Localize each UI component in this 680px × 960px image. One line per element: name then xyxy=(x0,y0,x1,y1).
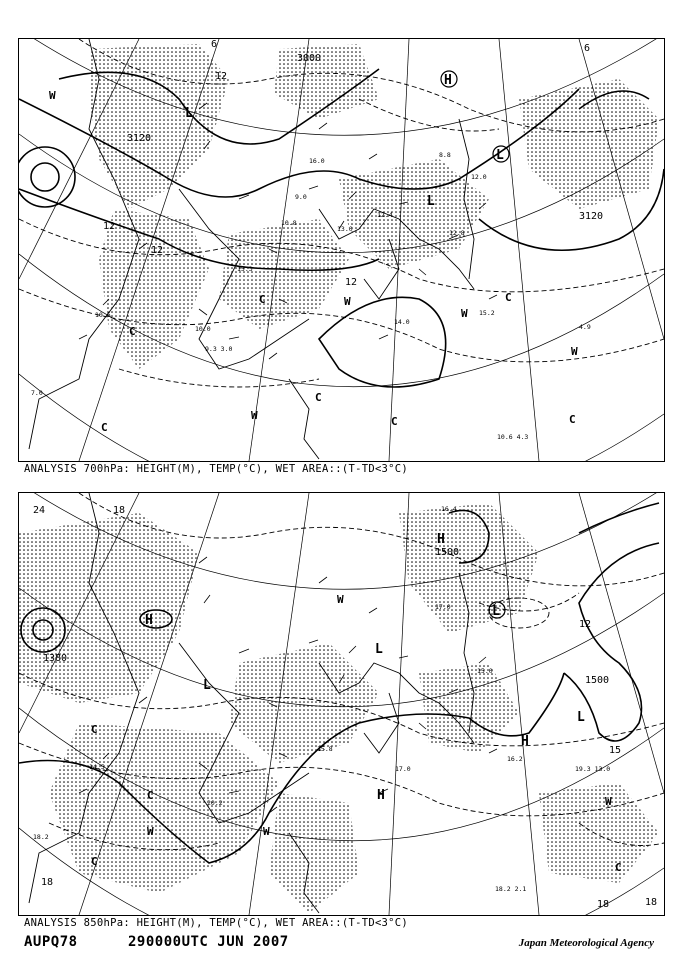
station-value: 15.0 xyxy=(477,667,493,675)
contour-label: 12 xyxy=(151,245,164,256)
station-value: 18.2 xyxy=(33,833,49,841)
contour-label: 18 xyxy=(645,897,658,908)
contour-label: 12 xyxy=(103,221,116,232)
station-value: 15.3 xyxy=(237,265,253,273)
station-value: 18.2 2.1 xyxy=(495,885,527,893)
station-value: 9.0 xyxy=(295,193,307,201)
high-center-marker: H xyxy=(145,613,153,628)
station-value: 19.3 13.0 xyxy=(575,765,611,773)
station-value: 14.0 xyxy=(394,318,410,326)
low-center-marker: L xyxy=(375,642,383,657)
station-value: 10.6 4.3 xyxy=(497,433,529,441)
warm-center-marker: W xyxy=(49,89,56,102)
cold-center-marker: C xyxy=(147,789,154,802)
warm-center-marker: W xyxy=(605,795,612,808)
cold-center-marker: C xyxy=(91,723,98,736)
cold-center-marker: C xyxy=(615,861,622,874)
warm-center-marker: W xyxy=(337,593,344,606)
station-value: 4.9 xyxy=(579,323,591,331)
warm-center-marker: W xyxy=(147,825,154,838)
cold-center-marker: C xyxy=(315,391,322,404)
contour-label: 3120 xyxy=(127,133,152,144)
cold-center-marker: C xyxy=(391,415,398,428)
wet-areas xyxy=(89,44,659,369)
contour-label: 12 xyxy=(345,277,358,288)
station-value: 15.8 xyxy=(317,745,333,753)
warm-center-marker: W xyxy=(571,345,578,358)
high-center-marker: H xyxy=(444,73,452,88)
low-center-marker: L xyxy=(185,106,193,121)
contour-label: 15 xyxy=(609,745,622,756)
wet-areas xyxy=(19,503,659,913)
contour-label: 1500 xyxy=(435,547,460,558)
contour-label: 12 xyxy=(579,619,592,630)
station-value: 12.8 xyxy=(449,229,465,237)
station-value: 15.2 xyxy=(479,309,495,317)
map-850hpa xyxy=(19,493,664,915)
station-value: 14.5 xyxy=(89,763,105,771)
high-center-marker: H xyxy=(377,788,385,803)
contour-label: 1500 xyxy=(585,675,610,686)
contour-label: 12 xyxy=(215,71,228,82)
station-value: 17.0 xyxy=(435,603,451,611)
warm-center-marker: W xyxy=(344,295,351,308)
low-center-marker: L xyxy=(492,604,500,619)
warm-center-marker: W xyxy=(263,825,270,838)
agency-credit: Japan Meteorological Agency xyxy=(518,937,654,949)
warm-center-marker: W xyxy=(251,409,258,422)
chart-700hpa xyxy=(18,38,665,462)
contour-label: 6 xyxy=(211,39,218,50)
contour-label: 18 xyxy=(597,899,610,910)
cold-center-marker: C xyxy=(129,325,136,338)
contour-label: 24 xyxy=(33,505,46,516)
low-center-marker: L xyxy=(203,678,211,693)
chart-caption-850hpa: ANALYSIS 850hPa: HEIGHT(M), TEMP(°C), WET AREA::(T-TD<3°C) xyxy=(24,917,409,929)
station-value: 16.2 xyxy=(507,755,523,763)
chart-850hpa xyxy=(18,492,665,916)
contour-label: 18 xyxy=(41,877,54,888)
high-center-marker: H xyxy=(521,734,529,749)
station-value: 10.0 xyxy=(195,325,211,333)
cold-center-marker: C xyxy=(91,855,98,868)
station-value: 12.4 xyxy=(377,211,393,219)
cold-center-marker: C xyxy=(569,413,576,426)
station-value: 12.0 xyxy=(471,173,487,181)
contour-label: 1380 xyxy=(43,653,68,664)
low-center-marker: L xyxy=(496,148,504,163)
valid-time-label: 290000UTC JUN 2007 xyxy=(128,934,289,950)
station-value: 8.8 xyxy=(439,151,451,159)
cold-center-marker: C xyxy=(505,291,512,304)
contour-label: 18 xyxy=(113,505,126,516)
chart-caption-700hpa: ANALYSIS 700hPa: HEIGHT(M), TEMP(°C), WET AREA::(T-TD<3°C) xyxy=(24,463,409,475)
high-center-marker: H xyxy=(437,532,445,547)
warm-center-marker: W xyxy=(461,307,468,320)
map-700hpa xyxy=(19,39,664,461)
station-value: 16.4 xyxy=(441,505,457,513)
station-value: 7.0 xyxy=(31,389,43,397)
station-value: 17.0 xyxy=(395,765,411,773)
low-center-marker: L xyxy=(427,194,435,209)
station-value: 10.6 xyxy=(95,311,111,319)
station-value: 10.8 xyxy=(281,219,297,227)
contour-label: 3120 xyxy=(579,211,604,222)
station-value: 16.0 xyxy=(309,157,325,165)
station-value: 13.0 xyxy=(337,225,353,233)
cold-center-marker: C xyxy=(101,421,108,434)
station-value: 9.3 3.0 xyxy=(205,345,233,353)
contour-label: 3000 xyxy=(297,53,322,64)
station-value: 20.2 xyxy=(207,799,223,807)
cold-center-marker: C xyxy=(259,293,266,306)
low-center-marker: L xyxy=(577,710,585,725)
chart-id-label: AUPQ78 xyxy=(24,934,78,950)
contour-label: 6 xyxy=(584,43,591,54)
